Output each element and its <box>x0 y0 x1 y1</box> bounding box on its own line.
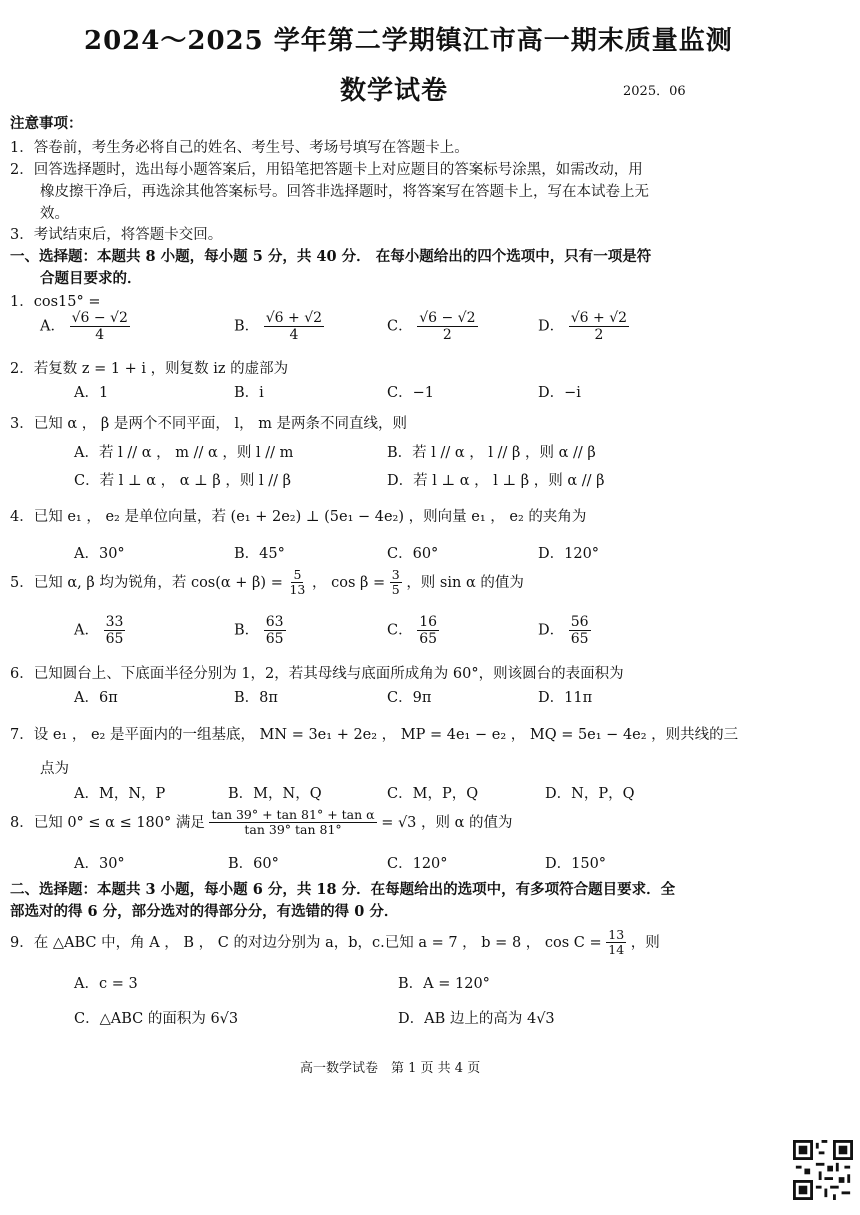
q8-stem-a: 8．已知 0° ≤ α ≤ 180° 满足 <box>10 814 205 831</box>
q9-option-c: C．△ABC 的面积为 6√3 <box>74 1011 239 1027</box>
q9-option-b: B．A = 120° <box>398 976 490 992</box>
q7-stem: 7．设 e₁ ， e₂ 是平面内的一组基底， MN = 3e₁ + 2e₂ ， MP = 4e₁ − e₂ ， MQ = 5e₁ − 4e₂ ，则共线的三 <box>10 727 739 743</box>
exam-title: 2024～2025 学年第二学期镇江市高一期末质量监测 <box>84 26 733 56</box>
q7-option-c: C．M，P，Q <box>387 786 479 802</box>
exam-date: 2025．06 <box>623 84 686 99</box>
q5-f1-den: 13 <box>289 582 306 598</box>
q4-option-b: B．45° <box>234 546 285 562</box>
notice-item-2: 2．回答选择题时，选出每小题答案后，用铅笔把答题卡上对应题目的答案标号涂黑，如需改动，用 <box>10 162 643 178</box>
q5-b-num: 63 <box>265 614 284 630</box>
q5-d-den: 65 <box>570 631 589 648</box>
q9-option-a: A．c = 3 <box>74 976 138 992</box>
q5-stem <box>10 568 524 598</box>
q1-a-label: A． <box>40 318 65 335</box>
q5-c-frac <box>417 614 439 647</box>
q8-stem-b: = √3 ，则 α 的值为 <box>381 814 513 831</box>
q1-a-num: √6 − √2 <box>71 310 128 326</box>
q1-b-den: 4 <box>289 327 299 344</box>
q6-option-d: D．11π <box>538 690 593 706</box>
q5-f2-num: 3 <box>391 567 400 582</box>
section1-heading-cont: 合题目要求的． <box>40 270 142 287</box>
q9-frac <box>606 928 626 958</box>
q8-stem <box>10 808 513 838</box>
q5-c-label: C． <box>387 622 413 639</box>
q5-option-b <box>234 614 286 647</box>
q1-b-label: B． <box>234 318 260 335</box>
q8-option-c: C．120° <box>387 856 448 872</box>
q5-f1-num: 5 <box>293 567 302 582</box>
q1-d-num: √6 + √2 <box>570 310 628 326</box>
q1-a-frac <box>70 310 130 343</box>
notice-item-3: 3．考试结束后，将答题卡交回。 <box>10 227 223 243</box>
q5-a-num: 33 <box>105 614 124 630</box>
q6-option-a: A．6π <box>74 690 118 706</box>
q5-option-d <box>538 614 591 647</box>
q8-option-a: A．30° <box>74 856 125 872</box>
q6-option-c: C．9π <box>387 690 432 706</box>
q6-stem: 6．已知圆台上、下底面半径分别为 1，2，若其母线与底面所成角为 60°，则该圆台的表面积为 <box>10 666 624 682</box>
q5-option-c <box>387 614 439 647</box>
q3-stem: 3．已知 α ， β 是两个不同平面， l， m 是两条不同直线，则 <box>10 416 408 432</box>
q6-option-b: B．8π <box>234 690 278 706</box>
q1-option-a <box>40 310 130 343</box>
q1-d-frac <box>569 310 629 343</box>
exam-subtitle: 数学试卷 <box>340 76 449 106</box>
q5-d-frac <box>569 614 591 647</box>
q5-frac-cos-beta <box>390 568 402 598</box>
q7-option-d: D．N，P，Q <box>545 786 635 802</box>
q4-option-c: C．60° <box>387 546 439 562</box>
q1-option-c <box>387 310 478 343</box>
q2-option-a: A．1 <box>74 385 109 401</box>
q5-b-den: 65 <box>265 631 284 648</box>
q1-c-label: C． <box>387 318 413 335</box>
q9-stem-a: 9．在 △ABC 中，角 A ， B ， C 的对边分别为 a，b，c.已知 a = 7 ， b = 8 ， cos C = <box>10 934 602 951</box>
q5-frac-cos-sum <box>287 568 307 598</box>
q9-f-den: 14 <box>608 942 625 958</box>
q8-f-den: tan 39° tan 81° <box>244 822 342 838</box>
q5-b-label: B． <box>234 622 260 639</box>
q1-c-den: 2 <box>442 327 452 344</box>
q1-option-b <box>234 310 324 343</box>
q1-b-num: √6 + √2 <box>265 310 323 326</box>
q1-b-frac <box>264 310 324 343</box>
section1-heading: 一、选择题：本题共 8 小题，每小题 5 分，共 40 分． 在每小题给出的四个选项中，只有一项是符 <box>10 248 652 265</box>
q7-option-b: B．M，N，Q <box>228 786 322 802</box>
q2-option-d: D．−i <box>538 385 581 401</box>
q1-option-d <box>538 310 629 343</box>
q4-stem: 4．已知 e₁ ， e₂ 是单位向量，若 (e₁ + 2e₂) ⊥ (5e₁ − 4e₂) ，则向量 e₁ ， e₂ 的夹角为 <box>10 509 587 525</box>
q3-option-c: C．若 l ⊥ α ， α ⊥ β ，则 l // β <box>74 473 291 489</box>
q1-c-num: √6 − √2 <box>419 310 476 326</box>
q5-b-frac <box>264 614 286 647</box>
q5-stem-c: ，则 sin α 的值为 <box>406 574 524 591</box>
q5-a-label: A． <box>74 622 99 639</box>
q3-option-a: A．若 l // α ， m // α ，则 l // m <box>74 445 294 461</box>
q8-option-d: D．150° <box>545 856 607 872</box>
q9-stem-b: ，则 <box>630 934 660 951</box>
q4-option-a: A．30° <box>74 546 125 562</box>
notice-item-2-cont: 橡皮擦干净后，再选涂其他答案标号。回答非选择题时，将答案写在答题卡上，写在本试卷上无 <box>40 184 649 200</box>
q5-stem-a: 5．已知 α, β 均为锐角，若 cos(α + β) = <box>10 574 283 591</box>
q1-d-label: D． <box>538 318 565 335</box>
q5-d-label: D． <box>538 622 565 639</box>
q1-stem: 1．cos15° = <box>10 294 101 310</box>
q2-option-c: C．−1 <box>387 385 434 401</box>
q5-c-num: 16 <box>419 614 438 630</box>
q9-option-d: D．AB 边上的高为 4√3 <box>398 1011 555 1027</box>
q7-stem-cont: 点为 <box>40 761 69 777</box>
q3-option-b: B．若 l // α ， l // β ，则 α // β <box>387 445 596 461</box>
q5-a-den: 65 <box>105 631 124 648</box>
q1-d-den: 2 <box>594 327 604 344</box>
q5-c-den: 65 <box>419 631 438 648</box>
q1-c-frac <box>417 310 477 343</box>
q7-option-a: A．M，N，P <box>74 786 166 802</box>
q1-a-den: 4 <box>95 327 105 344</box>
q9-f-num: 13 <box>608 927 625 942</box>
q5-stem-b: ， cos β = <box>311 574 386 591</box>
notice-heading: 注意事项： <box>10 115 83 132</box>
q2-stem: 2．若复数 z = 1 + i ，则复数 iz 的虚部为 <box>10 361 289 377</box>
page-footer: 高一数学试卷 第 1 页 共 4 页 <box>300 1061 481 1076</box>
q8-frac <box>209 808 376 838</box>
q8-f-num: tan 39° + tan 81° + tan α <box>211 807 375 822</box>
q5-a-frac <box>104 614 126 647</box>
q8-option-b: B．60° <box>228 856 279 872</box>
notice-item-1: 1．答卷前，考生务必将自己的姓名、考生号、考场号填写在答题卡上。 <box>10 140 469 156</box>
q3-option-d: D．若 l ⊥ α ， l ⊥ β ，则 α // β <box>387 473 605 489</box>
qr-code-icon <box>793 1140 853 1200</box>
q5-f2-den: 5 <box>391 582 400 598</box>
section2-heading-cont: 部选对的得 6 分，部分选对的得部分分，有选错的得 0 分． <box>10 903 399 920</box>
q2-option-b: B．i <box>234 385 264 401</box>
q9-stem <box>10 928 660 958</box>
q5-d-num: 56 <box>570 614 589 630</box>
section2-heading: 二、选择题：本题共 3 小题，每小题 6 分，共 18 分．在每题给出的选项中，有多项符合题目要求．全 <box>10 881 676 898</box>
q5-option-a <box>74 614 125 647</box>
notice-item-2-end: 效。 <box>40 206 69 222</box>
q4-option-d: D．120° <box>538 546 600 562</box>
